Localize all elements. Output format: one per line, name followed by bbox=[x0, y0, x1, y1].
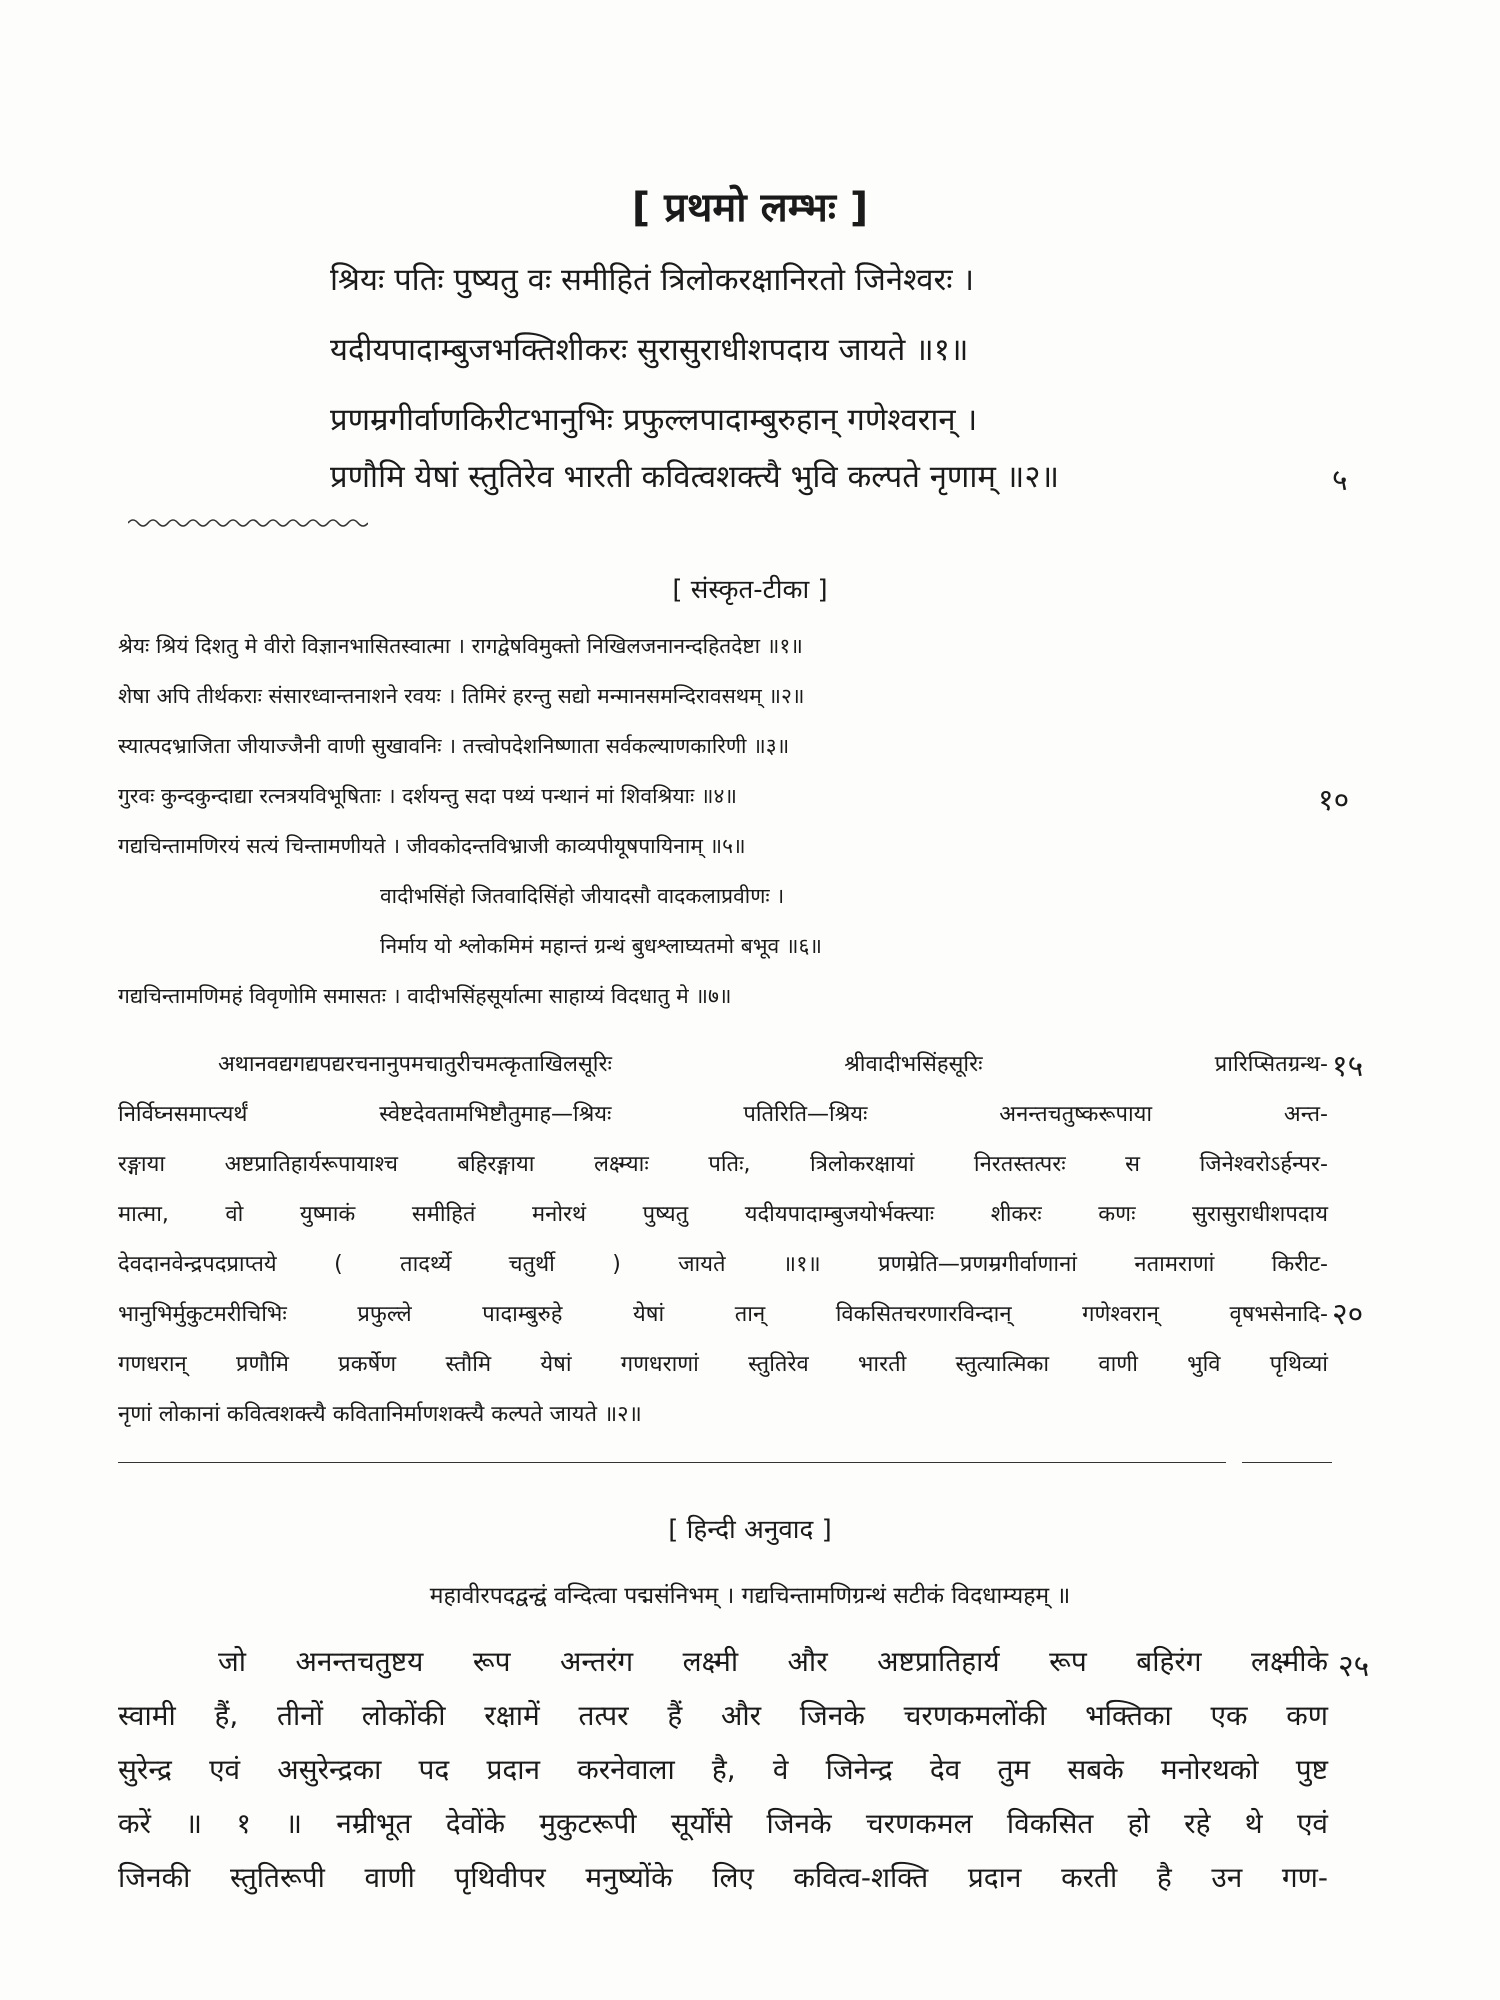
commentary-line: अथानवद्यगद्यपद्यरचनानुपमचातुरीचमत्कृताखिलसूरिः श्रीवादीभसिंहसूरिः प्रारिप्सितग्रन्थ- bbox=[218, 1052, 1328, 1077]
commentary-line: देवदानवेन्द्रपदप्राप्तये ( तादर्थ्ये चतुर्थी ) जायते ॥१॥ प्रणम्रेति—प्रणम्रगीर्वाणानां नतामराणां किरीट- bbox=[118, 1252, 1328, 1277]
line-number: १५ bbox=[1332, 1049, 1364, 1084]
tika-heading: [ संस्कृत-टीका ] bbox=[672, 575, 828, 605]
line-number: २० bbox=[1332, 1297, 1364, 1332]
tika-line: निर्माय यो श्लोकमिमं महान्तं ग्रन्थं बुधश्लाघ्यतमो बभूव ॥६॥ bbox=[380, 934, 822, 958]
hindi-line: करें ॥ १ ॥ नम्रीभूत देवोंके मुकुटरूपी सूर्योंसे जिनके चरणकमल विकसित हो रहे थे एवं bbox=[118, 1807, 1328, 1840]
verse-line: प्रणम्रगीर्वाणकिरीटभानुभिः प्रफुल्लपादाम्बुरुहान् गणेश्वरान् । bbox=[330, 402, 978, 438]
tika-line: श्रेयः श्रियं दिशतु मे वीरो विज्ञानभासितस्वात्मा । रागद्वेषविमुक्तो निखिलजनानन्दहितदेष्टा ॥१॥ bbox=[118, 634, 803, 658]
hindi-line: जो अनन्तचतुष्टय रूप अन्तरंग लक्ष्मी और अष्टप्रातिहार्य रूप बहिरंग लक्ष्मीके bbox=[218, 1645, 1328, 1678]
verse-line: श्रियः पतिः पुष्यतु वः समीहितं त्रिलोकरक्षानिरतो जिनेश्वरः । bbox=[330, 262, 975, 298]
hindi-line: जिनकी स्तुतिरूपी वाणी पृथिवीपर मनुष्योंके लिए कवित्व-शक्ति प्रदान करती है उन गण- bbox=[118, 1861, 1328, 1894]
line-number: ५ bbox=[1332, 463, 1348, 498]
commentary-line: नृणां लोकानां कवित्वशक्त्यै कवितानिर्माणशक्त्यै कल्पते जायते ॥२॥ bbox=[118, 1402, 642, 1427]
line-number: २५ bbox=[1338, 1649, 1370, 1684]
hindi-heading: [ हिन्दी अनुवाद ] bbox=[668, 1515, 832, 1545]
section-divider bbox=[118, 1462, 1226, 1463]
wavy-separator bbox=[128, 516, 368, 530]
hindi-line: स्वामी हैं, तीनों लोकोंकी रक्षामें तत्पर हैं और जिनके चरणकमलोंकी भक्तिका एक कण bbox=[118, 1699, 1328, 1732]
commentary-line: मात्मा, वो युष्माकं समीहितं मनोरथं पुष्यतु यदीयपादाम्बुजयोर्भक्त्याः शीकरः कणः सुरासुराधीशपदाय bbox=[118, 1202, 1328, 1227]
commentary-line: गणधरान् प्रणौमि प्रकर्षेण स्तौमि येषां गणधराणां स्तुतिरेव भारती स्तुत्यात्मिका वाणी भुवि पृथिव्यां bbox=[118, 1352, 1328, 1377]
hindi-line: सुरेन्द्र एवं असुरेन्द्रका पद प्रदान करनेवाला है, वे जिनेन्द्र देव तुम सबके मनोरथको पुष्ट bbox=[118, 1753, 1328, 1786]
verse-line: प्रणौमि येषां स्तुतिरेव भारती कवित्वशक्त्यै भुवि कल्पते नृणाम् ॥२॥ bbox=[330, 459, 1060, 495]
tika-line: गद्यचिन्तामणिरयं सत्यं चिन्तामणीयते । जीवकोदन्तविभ्राजी काव्यपीयूषपायिनाम् ॥५॥ bbox=[118, 834, 746, 858]
hindi-verse: महावीरपदद्वन्द्वं वन्दित्वा पद्मसंनिभम् । गद्यचिन्तामणिग्रन्थं सटीकं विदधाम्यहम् ॥ bbox=[429, 1583, 1071, 1609]
tika-line: स्यात्पदभ्राजिता जीयाज्जैनी वाणी सुखावनिः । तत्त्वोपदेशनिष्णाता सर्वकल्याणकारिणी ॥३॥ bbox=[118, 734, 790, 758]
chapter-heading: [ प्रथमो लम्भः ] bbox=[631, 185, 869, 231]
commentary-line: भानुभिर्मुकुटमरीचिभिः प्रफुल्ले पादाम्बुरुहे येषां तान् विकसितचरणारविन्दान् गणेश्वरान् वृषभसेनादि- bbox=[118, 1302, 1328, 1327]
verse-line: यदीयपादाम्बुजभक्तिशीकरः सुरासुराधीशपदाय जायते ॥१॥ bbox=[330, 332, 969, 368]
line-number: १० bbox=[1318, 783, 1350, 818]
tika-line: गुरवः कुन्दकुन्दाद्या रत्नत्रयविभूषिताः । दर्शयन्तु सदा पथ्यं पन्थानं मां शिवश्रियाः ॥४॥ bbox=[118, 784, 737, 808]
tika-line: वादीभसिंहो जितवादिसिंहो जीयादसौ वादकलाप्रवीणः । bbox=[380, 884, 785, 908]
tika-line: गद्यचिन्तामणिमहं विवृणोमि समासतः । वादीभसिंहसूर्यात्मा साहाय्यं विदधातु मे ॥७॥ bbox=[118, 984, 732, 1008]
commentary-line: रङ्गाया अष्टप्रातिहार्यरूपायाश्च बहिरङ्गाया लक्ष्म्याः पतिः, त्रिलोकरक्षायां निरतस्तत्परः स जिनेश्वरोऽर्हन्पर- bbox=[118, 1152, 1328, 1177]
tika-line: शेषा अपि तीर्थकराः संसारध्वान्तनाशने रवयः । तिमिरं हरन्तु सद्यो मन्मानसमन्दिरावसथम् ॥२॥ bbox=[118, 684, 805, 708]
section-divider bbox=[1242, 1462, 1332, 1463]
commentary-line: निर्विघ्नसमाप्त्यर्थं स्वेष्टदेवतामभिष्टौतुमाह—श्रियः पतिरिति—श्रियः अनन्तचतुष्करूपाया अन्त- bbox=[118, 1102, 1328, 1127]
